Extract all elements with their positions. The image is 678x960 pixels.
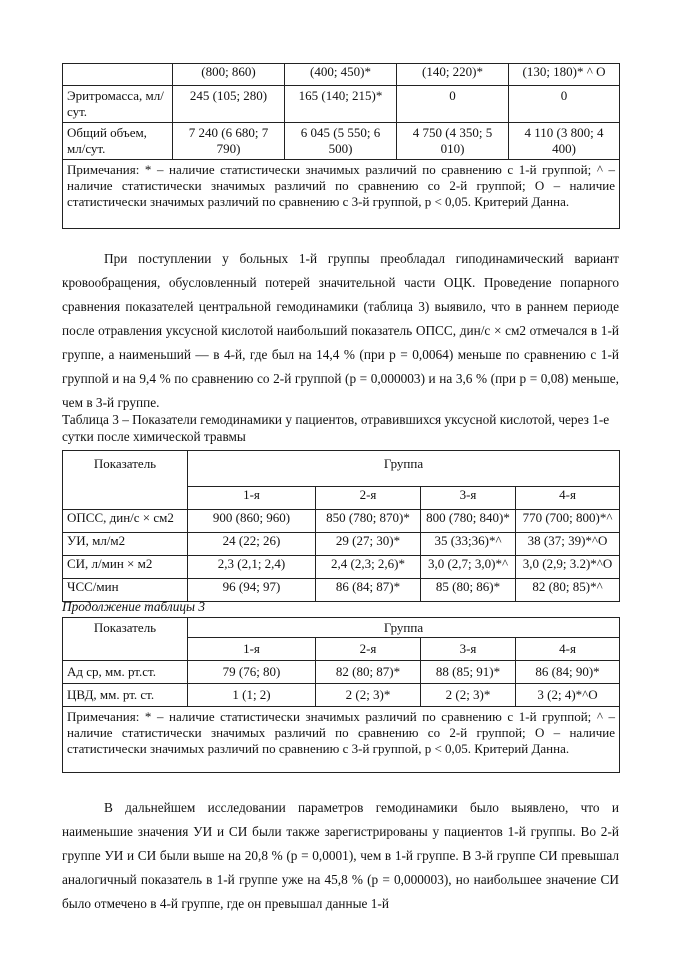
table-cell: 4 110 (3 800; 4 400) xyxy=(509,123,620,160)
table-cell: 86 (84; 90)* xyxy=(516,661,620,684)
table-cell: 82 (80; 87)* xyxy=(316,661,421,684)
row-label: Общий объем, мл/сут. xyxy=(63,123,173,160)
table-cell: 3 (2; 4)*^О xyxy=(516,684,620,707)
group-header: 2-я xyxy=(316,487,421,510)
table-note: Примечания: * – наличие статистически значимых различий по сравнению с 1-й группой; ^ –наличие статистически значимых различий по сравнению со 2-й группой; О – наличие статистически значимых различий по сравнению с 3-й группой, p < 0,05. Критерий Данна. xyxy=(63,160,620,229)
table-cell: 86 (84; 87)* xyxy=(316,579,421,602)
row-label xyxy=(63,64,173,86)
table-cell: 85 (80; 86)* xyxy=(421,579,516,602)
group-header: 1-я xyxy=(188,487,316,510)
table-cell: 800 (780; 840)* xyxy=(421,510,516,533)
table2-tail xyxy=(62,63,620,229)
table-cell: 2,4 (2,3; 2,6)* xyxy=(316,556,421,579)
table-cell: 6 045 (5 550; 6 500) xyxy=(285,123,397,160)
table-cell: (800; 860) xyxy=(173,64,285,86)
table-cell: 900 (860; 960) xyxy=(188,510,316,533)
table-note-row xyxy=(63,707,620,773)
row-label: ЧСС/мин xyxy=(63,579,188,602)
table-row xyxy=(63,86,620,123)
table-row xyxy=(63,556,620,579)
table-cell: 0 xyxy=(509,86,620,123)
table-row xyxy=(63,684,620,707)
header-group: Группа xyxy=(188,618,620,638)
table-cell: (130; 180)* ^ О xyxy=(509,64,620,86)
table-cell: 770 (700; 800)*^ xyxy=(516,510,620,533)
table-note-row xyxy=(63,160,620,229)
row-label: Эритромасса, мл/сут. xyxy=(63,86,173,123)
table-row xyxy=(63,510,620,533)
table-header-row xyxy=(63,451,620,487)
row-label: ОПСС, дин/с × см2 xyxy=(63,510,188,533)
paragraph: В дальнейшем исследовании параметров гемодинамики было выявлено, что и наименьшие значения УИ и СИ были также зарегистрированы у пациентов 1-й группы. Во 2-й группе УИ и СИ были выше на 20,8 % (p = 0,0001), чем в 1-й группе. В 3-й группе СИ превышал аналогичный показатель в 1-й группе уже на 45,8 % (p = 0,000003), но наибольшее значение СИ было отмечено в 4-й группе, где он превышал данные 1-й xyxy=(62,800,619,911)
table-cell: 82 (80; 85)*^ xyxy=(516,579,620,602)
table-cell: (140; 220)* xyxy=(397,64,509,86)
table-cell: 245 (105; 280) xyxy=(173,86,285,123)
table-row xyxy=(63,661,620,684)
group-header: 4-я xyxy=(516,487,620,510)
table-cell: 4 750 (4 350; 5 010) xyxy=(397,123,509,160)
table-row xyxy=(63,123,620,160)
table-note: Примечания: * – наличие статистически значимых различий по сравнению с 1-й группой; ^ –наличие статистически значимых различий по сравнению со 2-й группой; О – наличие статистически значимых различий по сравнению с 3-й группой, p < 0,05. Критерий Данна. xyxy=(63,707,620,773)
table-row xyxy=(63,533,620,556)
table-header-row xyxy=(63,618,620,638)
table-cell: 2 (2; 3)* xyxy=(316,684,421,707)
table-cell: 96 (94; 97) xyxy=(188,579,316,602)
table-cell: 38 (37; 39)*^О xyxy=(516,533,620,556)
continuation-label: Продолжение таблицы 3 xyxy=(62,599,205,614)
table-cell: 79 (76; 80) xyxy=(188,661,316,684)
header-group: Группа xyxy=(188,451,620,487)
table3 xyxy=(62,450,620,602)
table-cell: 0 xyxy=(397,86,509,123)
table-cell: 2 (2; 3)* xyxy=(421,684,516,707)
table-cell: 88 (85; 91)* xyxy=(421,661,516,684)
group-header: 4-я xyxy=(516,638,620,661)
table-cell: 850 (780; 870)* xyxy=(316,510,421,533)
group-header: 3-я xyxy=(421,638,516,661)
table-cell: 2,3 (2,1; 2,4) xyxy=(188,556,316,579)
table-cell: 35 (33;36)*^ xyxy=(421,533,516,556)
table-cell: 3,0 (2,9; 3.2)*^О xyxy=(516,556,620,579)
row-label: Ад ср, мм. рт.ст. xyxy=(63,661,188,684)
header-indicator: Показатель xyxy=(63,451,188,510)
row-label: ЦВД, мм. рт. ст. xyxy=(63,684,188,707)
table-cell: 7 240 (6 680; 7 790) xyxy=(173,123,285,160)
row-label: СИ, л/мин × м2 xyxy=(63,556,188,579)
row-label: УИ, мл/м2 xyxy=(63,533,188,556)
table-row xyxy=(63,64,620,86)
header-indicator: Показатель xyxy=(63,618,188,661)
table3-continuation xyxy=(62,617,620,773)
group-header: 2-я xyxy=(316,638,421,661)
table-cell: 1 (1; 2) xyxy=(188,684,316,707)
table-cell: 165 (140; 215)* xyxy=(285,86,397,123)
table-cell: (400; 450)* xyxy=(285,64,397,86)
table-cell: 24 (22; 26) xyxy=(188,533,316,556)
group-header: 3-я xyxy=(421,487,516,510)
paragraph: При поступлении у больных 1-й группы преобладал гиподинамический вариант кровообращения, обусловленный потерей значительной части ОЦК. Проведение попарного сравнения показателей центральной гемодинамики (таблица 3) выявило, что в раннем периоде после отравления уксусной кислотой наибольший показатель ОПСС, дин/с × см2 отмечался в 1-й группе, а наименьший — в 4-й, где был на 14,4 % (при p = 0,0064) меньше по сравнению с 1-й группой и на 9,4 % по сравнению со 2-й группой (p = 0,000003) и на 3,6 % (при p = 0,08) меньше, чем в 3-й группе. xyxy=(62,251,619,410)
table-cell: 3,0 (2,7; 3,0)*^ xyxy=(421,556,516,579)
group-header: 1-я xyxy=(188,638,316,661)
table-caption: Таблица 3 – Показатели гемодинамики у пациентов, отравившихся уксусной кислотой, через 1-е сутки после химической травмы xyxy=(62,412,610,444)
table-cell: 29 (27; 30)* xyxy=(316,533,421,556)
